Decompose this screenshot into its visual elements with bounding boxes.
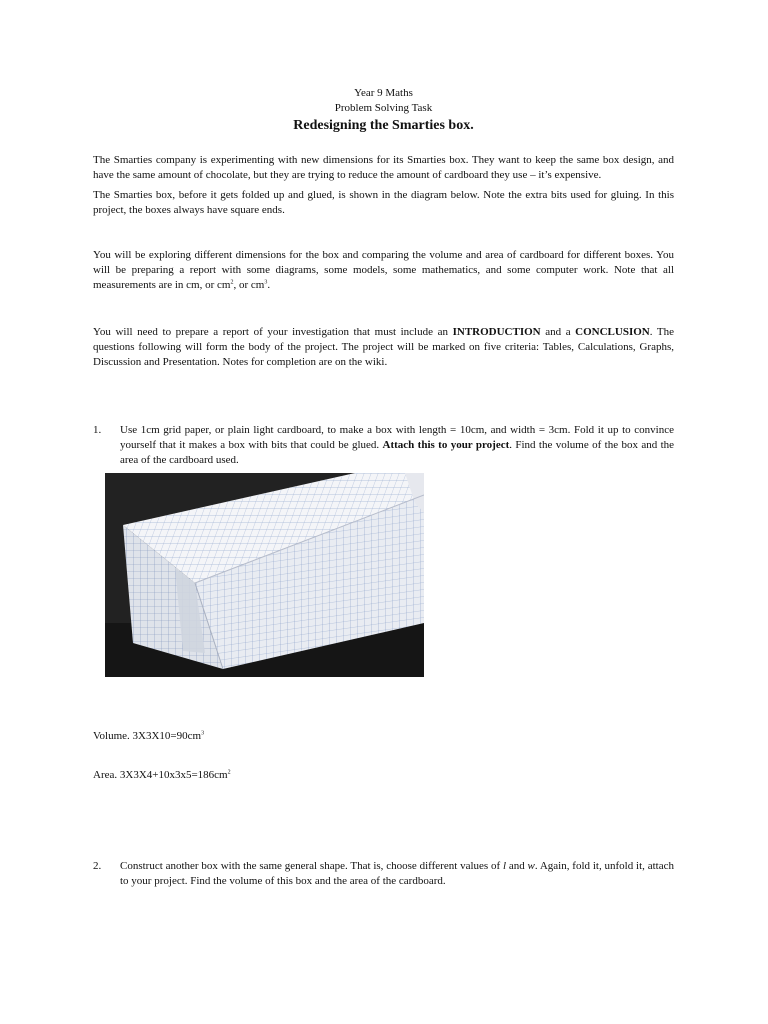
intro-p3-text-a: You will be exploring different dimensions for the box and comparing the volume and area of cardboard for different boxes. You will be preparing a report with some diagrams, some models, some mathematics, and some computer work. Note that all measurements are in cm, or cm (93, 249, 674, 291)
intro-p3-sup-1: 2 (230, 279, 234, 286)
area-answer (93, 768, 231, 783)
intro-p4-text-c: . The questions following will form the body of the project. The project will be marked on five criteria: Tables, Calculations, Graphs, Discussion and Presentation. Notes for completion are on the wiki. (93, 326, 675, 368)
area-unit-sup: 2 (227, 769, 231, 776)
question-1 (93, 423, 674, 468)
question-2 (93, 859, 674, 889)
question-1-text-b: . Find the volume of the box and the area of the cardboard used. (120, 439, 675, 466)
question-1-number: 1. (93, 424, 102, 436)
task-label: Problem Solving Task (334, 102, 433, 114)
question-2-number: 2. (93, 860, 102, 872)
volume-answer (93, 729, 204, 744)
question-1-text (120, 423, 674, 468)
conclusion-keyword: CONCLUSION (575, 326, 650, 338)
page-title: Redesigning the Smarties box. (293, 118, 474, 133)
document-page (93, 86, 674, 468)
course-label: Year 9 Maths (354, 87, 413, 99)
intro-p3-text-b: , or cm (233, 279, 265, 291)
intro-p4-text-a: You will need to prepare a report of your investigation that must include an (93, 326, 453, 338)
question-2-text-a: Construct another box with the same general shape. That is, choose different values of (120, 860, 503, 872)
introduction-keyword: INTRODUCTION (452, 326, 541, 338)
variable-l: l (502, 860, 507, 872)
intro-paragraph-2: The Smarties box, before it gets folded up and glued, is shown in the diagram below. Note the extra bits used for gluing. In this project, the boxes always have square ends. (93, 189, 674, 216)
question-2-text (120, 859, 674, 889)
question-1-emphasis: Attach this to your project (382, 439, 510, 451)
variable-w: w (527, 860, 535, 872)
question-2-text-and: and (506, 860, 528, 872)
folded-box-image (105, 473, 424, 677)
volume-text: Volume. 3X3X10=90cm (93, 730, 202, 742)
intro-p3-sup-2: 3 (264, 279, 268, 286)
area-text: Area. 3X3X4+10x3x5=186cm (93, 769, 228, 781)
box-photo (105, 473, 424, 677)
intro-p4-text-mid: and a (540, 326, 576, 338)
intro-p3-text-c: . (267, 279, 271, 291)
question-1-text-a: Use 1cm grid paper, or plain light cardboard, to make a box with length = 10cm, and width = 3cm. Fold it up to convince yourself that it makes a box with bits that could be glued. (120, 424, 674, 451)
volume-unit-sup: 3 (201, 730, 205, 737)
question-2-text-b: . Again, fold it, unfold it, attach to your project. Find the volume of this box and the area of the cardboard. (120, 860, 674, 887)
intro-paragraph-3 (93, 248, 674, 293)
intro-paragraph-1: The Smarties company is experimenting with new dimensions for its Smarties box. They want to keep the same box design, and have the same amount of chocolate, but they are trying to reduce the amount of cardboard they use – it’s expensive. (93, 154, 674, 181)
intro-paragraph-4 (93, 325, 674, 370)
